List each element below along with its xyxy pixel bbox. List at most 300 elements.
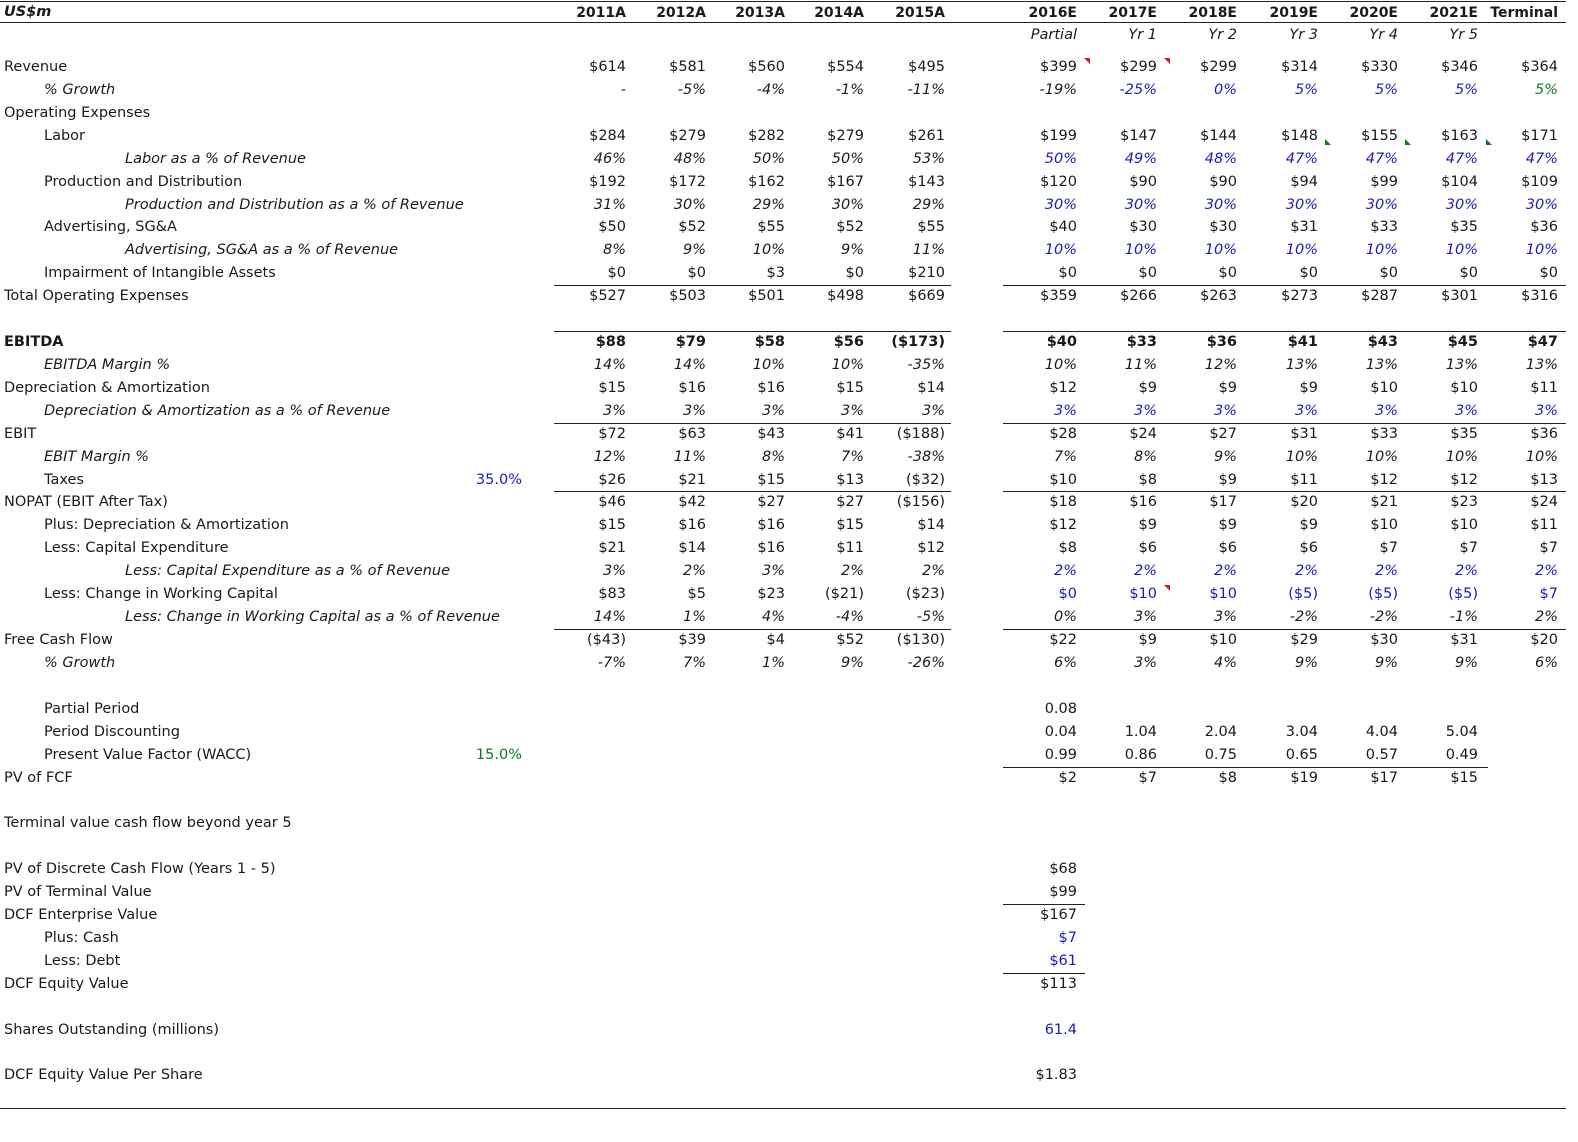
cell: $144 — [1200, 127, 1237, 144]
cell: 5% — [1294, 81, 1318, 98]
cell: 10% — [831, 356, 864, 373]
cell: 2% — [1374, 563, 1398, 580]
row-label-ebitda: EBITDA — [4, 334, 64, 351]
cell: 2% — [1053, 563, 1077, 580]
cell: 10% — [752, 242, 785, 259]
cell: $167 — [1040, 907, 1077, 924]
cell: $55 — [917, 219, 945, 236]
cell: $46 — [598, 494, 626, 511]
cell: $15 — [1450, 769, 1478, 786]
cell: ($23) — [906, 586, 945, 603]
row-label-nopat-ebit-after-tax: NOPAT (EBIT After Tax) — [4, 494, 168, 511]
cell: $287 — [1361, 288, 1398, 305]
cell: 4.04 — [1365, 723, 1398, 740]
row-label-plus-depreciation-amortization: Plus: Depreciation & Amortization — [44, 517, 289, 534]
cell: $43 — [757, 425, 785, 442]
cell: $23 — [1450, 494, 1478, 511]
cell: 3.04 — [1285, 723, 1318, 740]
cell: $36 — [1206, 334, 1237, 351]
cell: $33 — [1126, 334, 1157, 351]
cell: 0.65 — [1285, 746, 1318, 763]
cell: 0.86 — [1124, 746, 1157, 763]
cell: -25% — [1119, 81, 1157, 98]
row-label-taxes: Taxes — [44, 471, 84, 488]
cell: ($5) — [1448, 586, 1478, 603]
column-subheader-yr-5: Yr 5 — [1449, 27, 1478, 43]
cell: 2% — [840, 563, 864, 580]
cell: $9 — [1138, 632, 1157, 648]
cell: $15 — [836, 379, 864, 396]
cell: $16 — [757, 517, 785, 534]
cell: $56 — [833, 334, 864, 351]
cell: 1% — [761, 654, 785, 671]
cell: $24 — [1530, 494, 1558, 511]
cell-border — [1003, 767, 1488, 768]
cell: $11 — [1530, 379, 1558, 396]
cell: $6 — [1138, 540, 1157, 557]
cell: $171 — [1521, 127, 1558, 144]
cell: 3% — [1133, 654, 1157, 671]
cell: 50% — [831, 150, 864, 167]
row-label-operating-expenses: Operating Expenses — [4, 104, 151, 121]
cell: ($156) — [896, 494, 945, 511]
cell: $192 — [589, 173, 626, 190]
cell: 10% — [1445, 448, 1478, 465]
cell: 0.75 — [1204, 746, 1237, 763]
cell: $39 — [678, 632, 706, 648]
cell: $210 — [908, 265, 945, 282]
assumption-input[interactable]: 35.0% — [475, 471, 522, 488]
column-header-2020e: 2020E — [1349, 5, 1398, 21]
cell: $0 — [1539, 265, 1558, 282]
row-label-production-and-distribution: Production and Distribution — [44, 173, 243, 190]
cell: $359 — [1040, 288, 1077, 305]
cell: -38% — [907, 448, 945, 465]
cell: $503 — [669, 288, 706, 305]
cell-border — [1003, 973, 1085, 974]
cell: 10% — [1124, 242, 1157, 259]
cell: $614 — [589, 59, 626, 75]
cell: 5% — [1454, 81, 1478, 98]
cell-comment-indicator[interactable] — [1325, 139, 1331, 145]
cell: $20 — [1530, 632, 1558, 648]
cell: $33 — [1370, 219, 1398, 236]
column-subheader-yr-3: Yr 3 — [1289, 27, 1318, 43]
cell-border — [1003, 331, 1566, 332]
cell: $58 — [754, 334, 785, 351]
cell: -4% — [756, 81, 785, 98]
cell: 48% — [673, 150, 706, 167]
cell: $120 — [1040, 173, 1077, 190]
cell: 30% — [1525, 196, 1558, 213]
cell-border — [554, 331, 951, 332]
cell: $52 — [836, 632, 864, 648]
column-subheader-yr-2: Yr 2 — [1208, 27, 1237, 43]
bottom-border — [0, 1108, 1566, 1109]
row-label-shares-outstanding-millions: Shares Outstanding (millions) — [4, 1021, 220, 1038]
cell: 2.04 — [1204, 723, 1237, 740]
cell: $10 — [1209, 632, 1237, 648]
cell: $9 — [1218, 471, 1237, 488]
cell: -26% — [907, 654, 945, 671]
cell: 3% — [1294, 402, 1318, 419]
cell: $27 — [836, 494, 864, 511]
cell: 10% — [1525, 242, 1558, 259]
cell: $68 — [1049, 861, 1077, 878]
cell-comment-indicator[interactable] — [1405, 139, 1411, 145]
cell: 30% — [1204, 196, 1237, 213]
cell: $399 — [1040, 59, 1077, 75]
cell: 7% — [682, 654, 706, 671]
cell-border — [1003, 904, 1085, 905]
cell: $10 — [1129, 586, 1157, 603]
cell: -7% — [597, 654, 626, 671]
row-label-less-capital-expenditure-as-a-of-revenue: Less: Capital Expenditure as a % of Revenue — [125, 563, 451, 580]
cell: 0% — [1213, 81, 1237, 98]
cell: 3% — [761, 563, 785, 580]
cell: $1.83 — [1035, 1067, 1077, 1084]
cell: $15 — [757, 471, 785, 488]
cell: $0 — [845, 265, 864, 282]
cell: $8 — [1218, 769, 1237, 786]
cell: $90 — [1209, 173, 1237, 190]
row-label-dcf-equity-value: DCF Equity Value — [4, 975, 129, 992]
cell: $21 — [598, 540, 626, 557]
cell: $16 — [757, 540, 785, 557]
cell: 5% — [1534, 81, 1558, 98]
cell: $63 — [678, 425, 706, 442]
cell: 8% — [1133, 448, 1157, 465]
cell: ($130) — [896, 632, 945, 648]
column-header-2021e: 2021E — [1429, 5, 1478, 21]
cell: $5 — [687, 586, 706, 603]
cell-border — [1003, 423, 1566, 424]
cell: $279 — [669, 127, 706, 144]
cell: $11 — [836, 540, 864, 557]
cell: -35% — [907, 356, 945, 373]
assumption-input[interactable]: 15.0% — [475, 746, 522, 763]
cell: 46% — [593, 150, 626, 167]
cell: 53% — [912, 150, 945, 167]
cell-comment-indicator[interactable] — [1084, 58, 1090, 64]
cell: $20 — [1290, 494, 1318, 511]
cell: $11 — [1530, 517, 1558, 534]
cell: 2% — [1213, 563, 1237, 580]
cell: 14% — [673, 356, 706, 373]
cell: 47% — [1525, 150, 1558, 167]
cell: $30 — [1370, 632, 1398, 648]
cell: 29% — [912, 196, 945, 213]
cell-border — [554, 629, 951, 630]
cell: $24 — [1129, 425, 1157, 442]
cell: 0.49 — [1445, 746, 1478, 763]
row-label-ebit: EBIT — [4, 425, 37, 442]
cell: $299 — [1200, 59, 1237, 75]
cell: $314 — [1281, 59, 1318, 75]
cell: $581 — [669, 59, 706, 75]
cell: $16 — [1129, 494, 1157, 511]
cell: $9 — [1138, 517, 1157, 534]
column-header-2016e: 2016E — [1028, 5, 1077, 21]
cell: ($43) — [587, 632, 626, 648]
cell: $148 — [1281, 127, 1318, 144]
cell: $299 — [1120, 59, 1157, 75]
cell: 30% — [673, 196, 706, 213]
cell: -5% — [677, 81, 706, 98]
row-label-partial-period: Partial Period — [44, 700, 140, 717]
cell: $79 — [675, 334, 706, 351]
row-label-ebitda-margin: EBITDA Margin % — [44, 356, 171, 373]
cell: $61 — [1049, 952, 1077, 969]
cell-comment-indicator[interactable] — [1164, 58, 1170, 64]
row-label-less-change-in-working-capital: Less: Change in Working Capital — [44, 586, 278, 603]
row-label-present-value-factor-wacc: Present Value Factor (WACC) — [44, 746, 252, 763]
cell: 10% — [1445, 242, 1478, 259]
cell: $18 — [1049, 494, 1077, 511]
cell: 49% — [1124, 150, 1157, 167]
cell: 10% — [1044, 242, 1077, 259]
cell: 12% — [1204, 356, 1237, 373]
cell: $147 — [1120, 127, 1157, 144]
cell: $6 — [1299, 540, 1318, 557]
cell: $94 — [1290, 173, 1318, 190]
cell: $0 — [1299, 265, 1318, 282]
cell: 2% — [1133, 563, 1157, 580]
cell: $163 — [1441, 127, 1478, 144]
cell: $35 — [1450, 219, 1478, 236]
cell: $9 — [1218, 517, 1237, 534]
cell: 47% — [1445, 150, 1478, 167]
cell: 10% — [1365, 242, 1398, 259]
cell: $14 — [678, 540, 706, 557]
cell: $7 — [1379, 540, 1398, 557]
cell: $11 — [1290, 471, 1318, 488]
cell: $42 — [678, 494, 706, 511]
cell: 11% — [1124, 356, 1157, 373]
column-subheader-yr-4: Yr 4 — [1369, 27, 1398, 43]
cell: $669 — [908, 288, 945, 305]
cell: $7 — [1459, 540, 1478, 557]
cell: 14% — [593, 356, 626, 373]
row-label-impairment-of-intangible-assets: Impairment of Intangible Assets — [44, 265, 276, 282]
cell: 3% — [761, 402, 785, 419]
cell: $273 — [1281, 288, 1318, 305]
cell: 0.99 — [1044, 746, 1077, 763]
row-label-free-cash-flow: Free Cash Flow — [4, 632, 113, 648]
cell: $10 — [1450, 517, 1478, 534]
cell: $19 — [1290, 769, 1318, 786]
cell-comment-indicator[interactable] — [1164, 585, 1170, 591]
cell: $10 — [1049, 471, 1077, 488]
cell: -1% — [835, 81, 864, 98]
cell: $12 — [1450, 471, 1478, 488]
cell: $10 — [1209, 586, 1237, 603]
cell: 10% — [1204, 242, 1237, 259]
cell: $9 — [1299, 379, 1318, 396]
cell: $155 — [1361, 127, 1398, 144]
cell: $31 — [1290, 425, 1318, 442]
column-header-2015a: 2015A — [895, 5, 945, 21]
row-label-terminal-value-cash-flow-beyond-year-5: Terminal value cash flow beyond year 5 — [4, 815, 292, 832]
cell: 13% — [1525, 356, 1558, 373]
cell: $12 — [917, 540, 945, 557]
column-header-2017e: 2017E — [1108, 5, 1157, 21]
cell: 29% — [752, 196, 785, 213]
column-subheader-yr-1: Yr 1 — [1128, 27, 1157, 43]
cell: $12 — [1370, 471, 1398, 488]
cell: -2% — [1369, 609, 1398, 626]
cell: 2% — [1454, 563, 1478, 580]
cell: ($5) — [1288, 586, 1318, 603]
cell: 5% — [1374, 81, 1398, 98]
cell: 9% — [840, 654, 864, 671]
cell: $41 — [836, 425, 864, 442]
cell: $7 — [1539, 540, 1558, 557]
cell: 9% — [1374, 654, 1398, 671]
cell: 47% — [1365, 150, 1398, 167]
cell: 47% — [1285, 150, 1318, 167]
cell: 2% — [682, 563, 706, 580]
cell: $15 — [598, 379, 626, 396]
cell: $21 — [678, 471, 706, 488]
cell: $7 — [1539, 586, 1558, 603]
row-label-revenue: Revenue — [4, 59, 68, 75]
cell: $8 — [1058, 540, 1077, 557]
cell: ($21) — [825, 586, 864, 603]
cell: 11% — [912, 242, 945, 259]
cell: $28 — [1049, 425, 1077, 442]
cell: 4% — [1213, 654, 1237, 671]
cell: $0 — [1058, 586, 1077, 603]
cell: $36 — [1530, 219, 1558, 236]
cell: ($173) — [891, 334, 945, 351]
cell: $17 — [1370, 769, 1398, 786]
cell: -4% — [835, 609, 864, 626]
cell: 50% — [752, 150, 785, 167]
cell-border — [554, 285, 951, 286]
cell: -2% — [1289, 609, 1318, 626]
cell: 7% — [1053, 448, 1077, 465]
cell: -11% — [907, 81, 945, 98]
cell: -5% — [916, 609, 945, 626]
cell: $35 — [1450, 425, 1478, 442]
top-border — [0, 1, 1566, 2]
cell: 3% — [1454, 402, 1478, 419]
cell: $27 — [1209, 425, 1237, 442]
cell: $13 — [1530, 471, 1558, 488]
cell: $279 — [827, 127, 864, 144]
cell: $0 — [1459, 265, 1478, 282]
cell: 9% — [1454, 654, 1478, 671]
cell: $346 — [1441, 59, 1478, 75]
cell: $15 — [598, 517, 626, 534]
column-header-2018e: 2018E — [1188, 5, 1237, 21]
cell: 10% — [1525, 448, 1558, 465]
cell: $162 — [748, 173, 785, 190]
cell: $27 — [757, 494, 785, 511]
cell: 2% — [1294, 563, 1318, 580]
cell: $172 — [669, 173, 706, 190]
cell: $527 — [589, 288, 626, 305]
row-label-dcf-equity-value-per-share: DCF Equity Value Per Share — [4, 1067, 203, 1084]
cell: $72 — [598, 425, 626, 442]
cell-border — [554, 423, 951, 424]
cell: $16 — [678, 517, 706, 534]
cell: $55 — [757, 219, 785, 236]
cell: 0.04 — [1044, 723, 1077, 740]
cell: $14 — [917, 379, 945, 396]
cell: 3% — [1374, 402, 1398, 419]
cell: 0.57 — [1365, 746, 1398, 763]
cell: -19% — [1039, 81, 1077, 98]
cell: $40 — [1046, 334, 1077, 351]
cell: $10 — [1370, 517, 1398, 534]
cell: 5.04 — [1445, 723, 1478, 740]
cell: 0.08 — [1044, 700, 1077, 717]
cell: 0% — [1053, 609, 1077, 626]
cell: $8 — [1138, 471, 1157, 488]
cell: $282 — [748, 127, 785, 144]
cell: $43 — [1367, 334, 1398, 351]
row-label-depreciation-amortization: Depreciation & Amortization — [4, 379, 210, 396]
cell: $47 — [1527, 334, 1558, 351]
cell: $2 — [1058, 769, 1077, 786]
row-label-ebit-margin: EBIT Margin % — [44, 448, 150, 465]
row-label-advertising-sg-a-as-a-of-revenue: Advertising, SG&A as a % of Revenue — [125, 242, 399, 259]
row-label-pv-of-fcf: PV of FCF — [4, 769, 73, 786]
cell: $7 — [1058, 929, 1077, 946]
cell: $495 — [908, 59, 945, 75]
cell: $23 — [757, 586, 785, 603]
cell-border — [1003, 629, 1566, 630]
cell: $16 — [678, 379, 706, 396]
cell: 13% — [1285, 356, 1318, 373]
cell: 3% — [602, 563, 626, 580]
row-label-growth: % Growth — [44, 81, 116, 98]
row-label-pv-of-terminal-value: PV of Terminal Value — [4, 884, 152, 901]
cell-border — [554, 491, 951, 492]
cell: 1.04 — [1124, 723, 1157, 740]
column-header-terminal: Terminal — [1490, 5, 1558, 21]
cell-comment-indicator[interactable] — [1486, 139, 1492, 145]
cell: $41 — [1287, 334, 1318, 351]
cell: 13% — [1445, 356, 1478, 373]
cell: 50% — [1044, 150, 1077, 167]
cell: 3% — [1133, 402, 1157, 419]
cell: $0 — [1379, 265, 1398, 282]
cell: $9 — [1218, 379, 1237, 396]
cell: 30% — [1365, 196, 1398, 213]
cell: $52 — [678, 219, 706, 236]
cell: 3% — [1213, 402, 1237, 419]
cell-border — [1003, 491, 1566, 492]
column-subheader-partial: Partial — [1030, 27, 1077, 43]
cell: $90 — [1129, 173, 1157, 190]
cell: 30% — [1445, 196, 1478, 213]
cell: $316 — [1521, 288, 1558, 305]
cell: $14 — [917, 517, 945, 534]
cell: $26 — [598, 471, 626, 488]
cell: 2% — [1534, 563, 1558, 580]
cell: 12% — [593, 448, 626, 465]
cell: $10 — [1370, 379, 1398, 396]
cell: 3% — [921, 402, 945, 419]
cell: $263 — [1200, 288, 1237, 305]
cell: 48% — [1204, 150, 1237, 167]
cell: 9% — [682, 242, 706, 259]
cell: 10% — [752, 356, 785, 373]
cell: $33 — [1370, 425, 1398, 442]
